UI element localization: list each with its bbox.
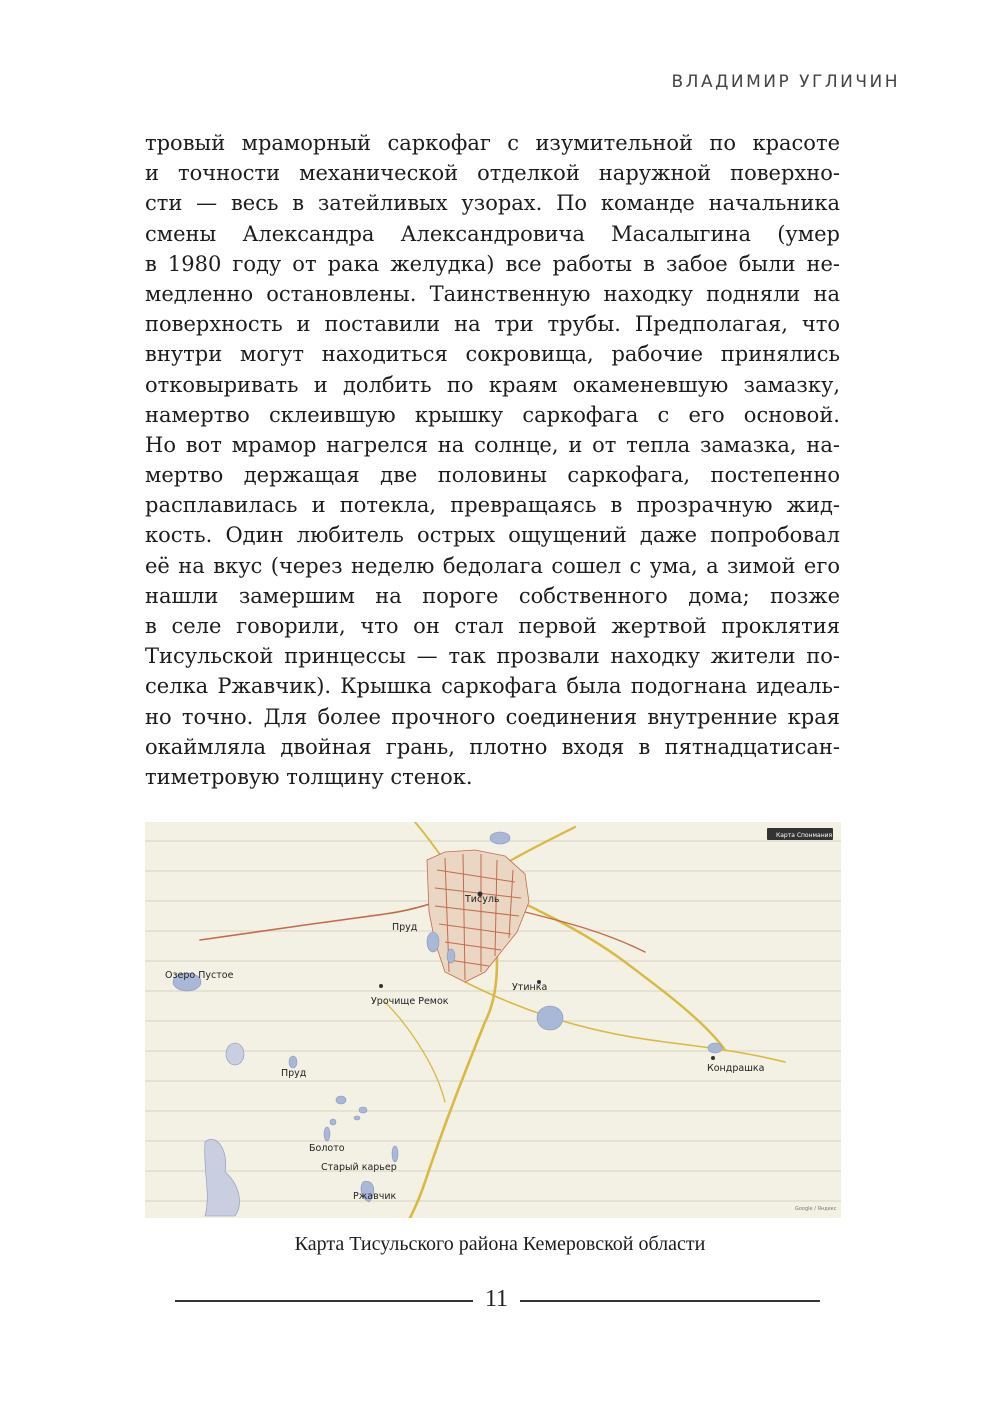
body-text [145,128,840,792]
text-line: в селе говорили, что он стал первой жертвой проклятия [145,614,840,638]
text-line: намертво склеившую крышку саркофага с его основой. [145,402,840,427]
text-line: смены Александра Александровича Масалыгина (умер [145,221,840,246]
map-figure [145,822,841,1218]
text-line: но точно. Для более прочного соединения внутренние края [145,704,840,729]
text-line: внутри могут находиться сокровища, рабочие принялись [145,342,840,367]
text-line: окаймляла двойная грань, плотно входя в пятнадцатисан- [145,734,840,759]
label-stary-kariyer: Старый карьер [321,1162,397,1173]
text-line: тровый мраморный саркофаг с изумительной по красоте [145,131,840,155]
pond-6 [354,1116,360,1120]
text-line: кость. Один любитель острых ощущений даже попробовал [145,523,840,548]
pond-4 [330,1119,336,1125]
text-line: тиметровую толщину стенок. [145,764,473,789]
running-header-author: ВЛАДИМИР УГЛИЧИН [671,72,900,92]
text-line: медленно остановлены. Таинственную находку подняли на [145,281,840,306]
label-urochishche-remok: Урочище Ремок [371,996,449,1007]
label-kondrashka: Кондрашка [707,1063,765,1074]
footer-rule-left [175,1300,473,1302]
lake-utinka [537,1006,563,1030]
label-utinka: Утинка [512,982,548,993]
lake-north [490,832,510,844]
text-line: мертво держащая две половины саркофага, постепенно [145,463,840,488]
text-line: сти — весь в затейливых узорах. По команде начальника [145,191,840,216]
pond-3 [336,1096,346,1104]
text-line: отковыривать и долбить по краям окаменевшую замазку, [145,372,840,397]
map-svg [145,822,841,1218]
pond-5 [359,1107,367,1113]
text-line: и точности механической отделкой наружной поверхно- [145,161,840,186]
lake-kondrashka [708,1043,722,1053]
pond-kariyer [392,1146,398,1162]
map-badge-text: Карта Спонмания [776,832,833,839]
map-badge [767,828,833,840]
text-line: её на вкус (через неделю бедолага сошел с ума, а зимой его [145,553,840,578]
figure-caption: Карта Тисульского района Кемеровской области [294,1233,706,1255]
footer-rule-right [520,1300,820,1302]
pond-small [447,949,455,963]
page-footer [175,1286,820,1316]
text-line: в 1980 году от рака желудка) все работы в забое были не- [145,251,840,276]
label-ozero-pustoe: Озеро Пустое [165,970,234,981]
text-line: нашли замершим на пороге собственного дома; позже [145,583,840,608]
pond-prud-2 [289,1056,297,1068]
page-number: 11 [484,1286,509,1312]
label-boloto: Болото [309,1143,345,1154]
text-line: селка Ржавчик). Крышка саркофага была подогнана идеаль- [145,674,840,699]
text-line: Но вот мрамор нагрелся на солнце, и от тепла замазка, на- [145,432,840,457]
label-prud-1: Пруд [392,922,418,933]
text-line: поверхность и поставили на три трубы. Предполагая, что [145,312,840,337]
label-tisul: Тисуль [465,894,500,905]
text-line: расплавилась и потекла, превращаясь в прозрачную жид- [145,493,840,518]
pond-boloto [324,1127,330,1141]
pond-prud-1 [427,932,439,952]
map-attribution: Google / Яндекс [795,1206,837,1212]
label-prud-2: Пруд [281,1068,307,1079]
label-rzhavchik: Ржавчик [353,1191,397,1202]
lake-grey [226,1043,244,1065]
text-line: Тисульской принцессы — так прозвали находку жители по- [145,644,840,669]
